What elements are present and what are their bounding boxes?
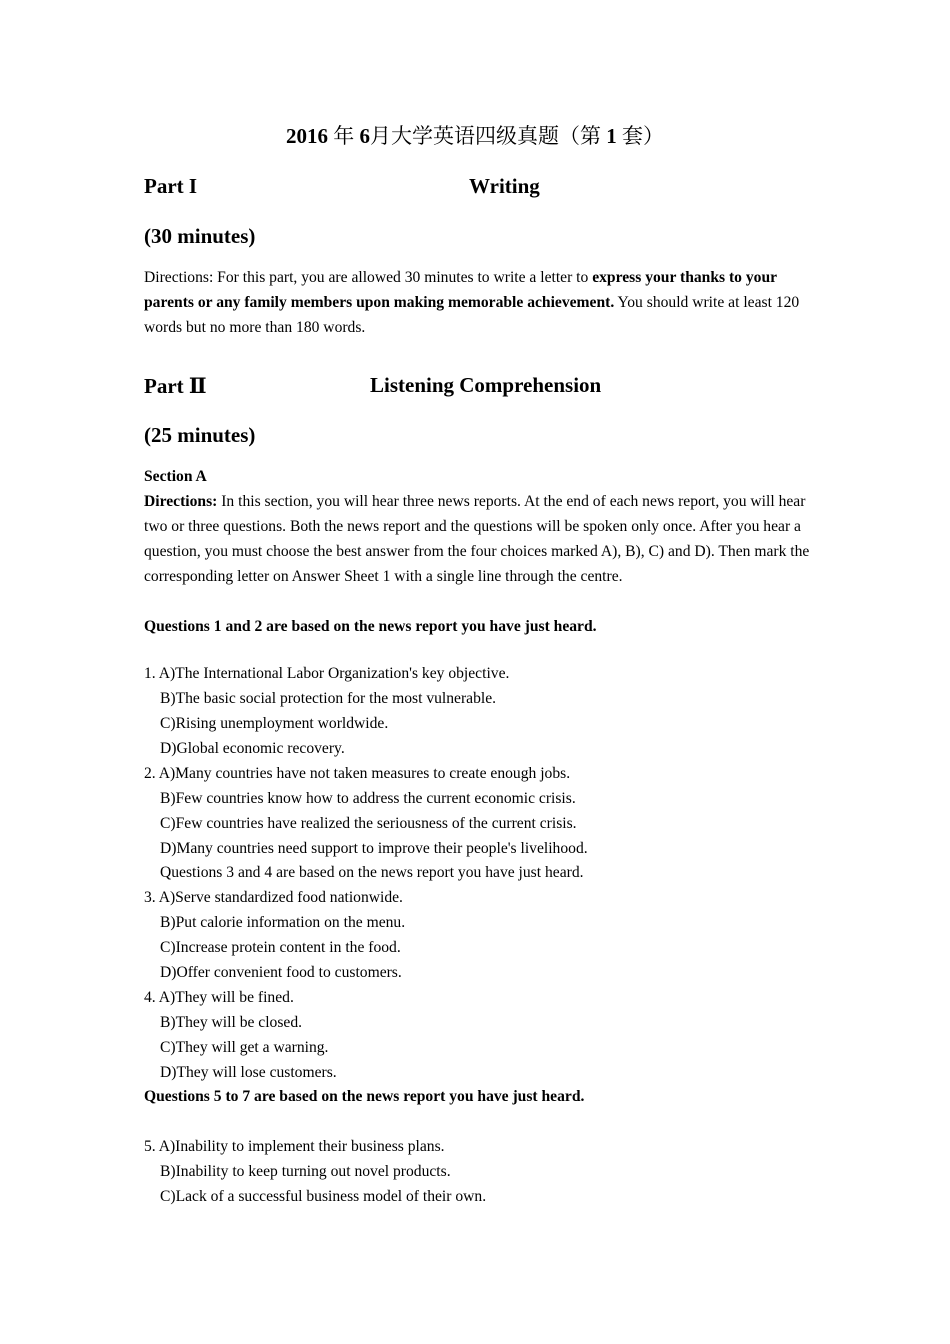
part1-heading: Writing: [469, 174, 540, 198]
q5-option-b: B)Inability to keep turning out novel products.: [160, 1163, 451, 1180]
writing-directions: [144, 266, 814, 341]
part2-label: Part Ⅱ: [144, 374, 207, 398]
section-a-dir-label: Directions:: [144, 493, 218, 510]
q5-option-c: C)Lack of a successful business model of their own.: [160, 1188, 487, 1205]
question-group-2: Questions 3 and 4 are based on the news report you have just heard.: [160, 864, 584, 881]
q3-option-c: C)Increase protein content in the food.: [160, 939, 401, 956]
q2-option-c: C)Few countries have realized the seriousness of the current crisis.: [160, 815, 577, 832]
q2-option-a: 2. A)Many countries have not taken measures to create enough jobs.: [144, 765, 571, 782]
q1-option-c: C)Rising unemployment worldwide.: [160, 715, 389, 732]
q4-option-c: C)They will get a warning.: [160, 1039, 329, 1056]
q2-option-d: D)Many countries need support to improve their people's livelihood.: [160, 840, 588, 857]
q3-option-d: D)Offer convenient food to customers.: [160, 964, 402, 981]
title-month: 6: [359, 124, 370, 148]
part2-time: (25 minutes): [144, 423, 256, 447]
q5-option-a: 5. A)Inability to implement their business plans.: [144, 1138, 445, 1155]
q3-option-a: 3. A)Serve standardized food nationwide.: [144, 889, 403, 906]
q4-option-a: 4. A)They will be fined.: [144, 989, 294, 1006]
page-title: [0, 120, 950, 150]
part1-time: (30 minutes): [144, 224, 256, 248]
title-year: 2016: [286, 124, 328, 148]
q4-option-b: B)They will be closed.: [160, 1014, 303, 1031]
directions1-bold: express your thanks to your parents or any family members upon making memorable achievement.: [144, 269, 777, 311]
q1-option-a: 1. A)The International Labor Organization's key objective.: [144, 665, 510, 682]
title-rest: 月大学英语四级真题（第: [370, 124, 601, 148]
section-a-directions: [144, 490, 814, 590]
title-close: 套）: [622, 124, 664, 148]
directions1-pre: Directions: For this part, you are allowed 30 minutes to write a letter to: [144, 269, 593, 286]
q4-option-d: D)They will lose customers.: [160, 1064, 337, 1081]
section-a-title: Section A: [144, 468, 207, 485]
question-group-3: Questions 5 to 7 are based on the news report you have just heard.: [144, 1088, 585, 1105]
part2-heading: Listening Comprehension: [370, 373, 602, 397]
q1-option-b: B)The basic social protection for the most vulnerable.: [160, 690, 497, 707]
part1-label: Part I: [144, 174, 198, 198]
title-nian: 年: [333, 124, 355, 148]
q1-option-d: D)Global economic recovery.: [160, 740, 345, 757]
title-set: 1: [606, 124, 617, 148]
q3-option-b: B)Put calorie information on the menu.: [160, 914, 406, 931]
question-group-1: Questions 1 and 2 are based on the news report you have just heard.: [144, 618, 597, 635]
q2-option-b: B)Few countries know how to address the current economic crisis.: [160, 790, 576, 807]
directions1-post: You should write at least 120 words but no more than 180 words.: [144, 293, 800, 336]
section-a-dir-text: In this section, you will hear three news reports. At the end of each news report, you will hear two or three questions. Both the news report and the questions will be spoken only once. After you hear a question, you must choose the best answer from the four choices marked A), B), C) and D). Then mark the corresponding letter on Answer Sheet 1 with a single line through the centre.: [144, 493, 810, 585]
